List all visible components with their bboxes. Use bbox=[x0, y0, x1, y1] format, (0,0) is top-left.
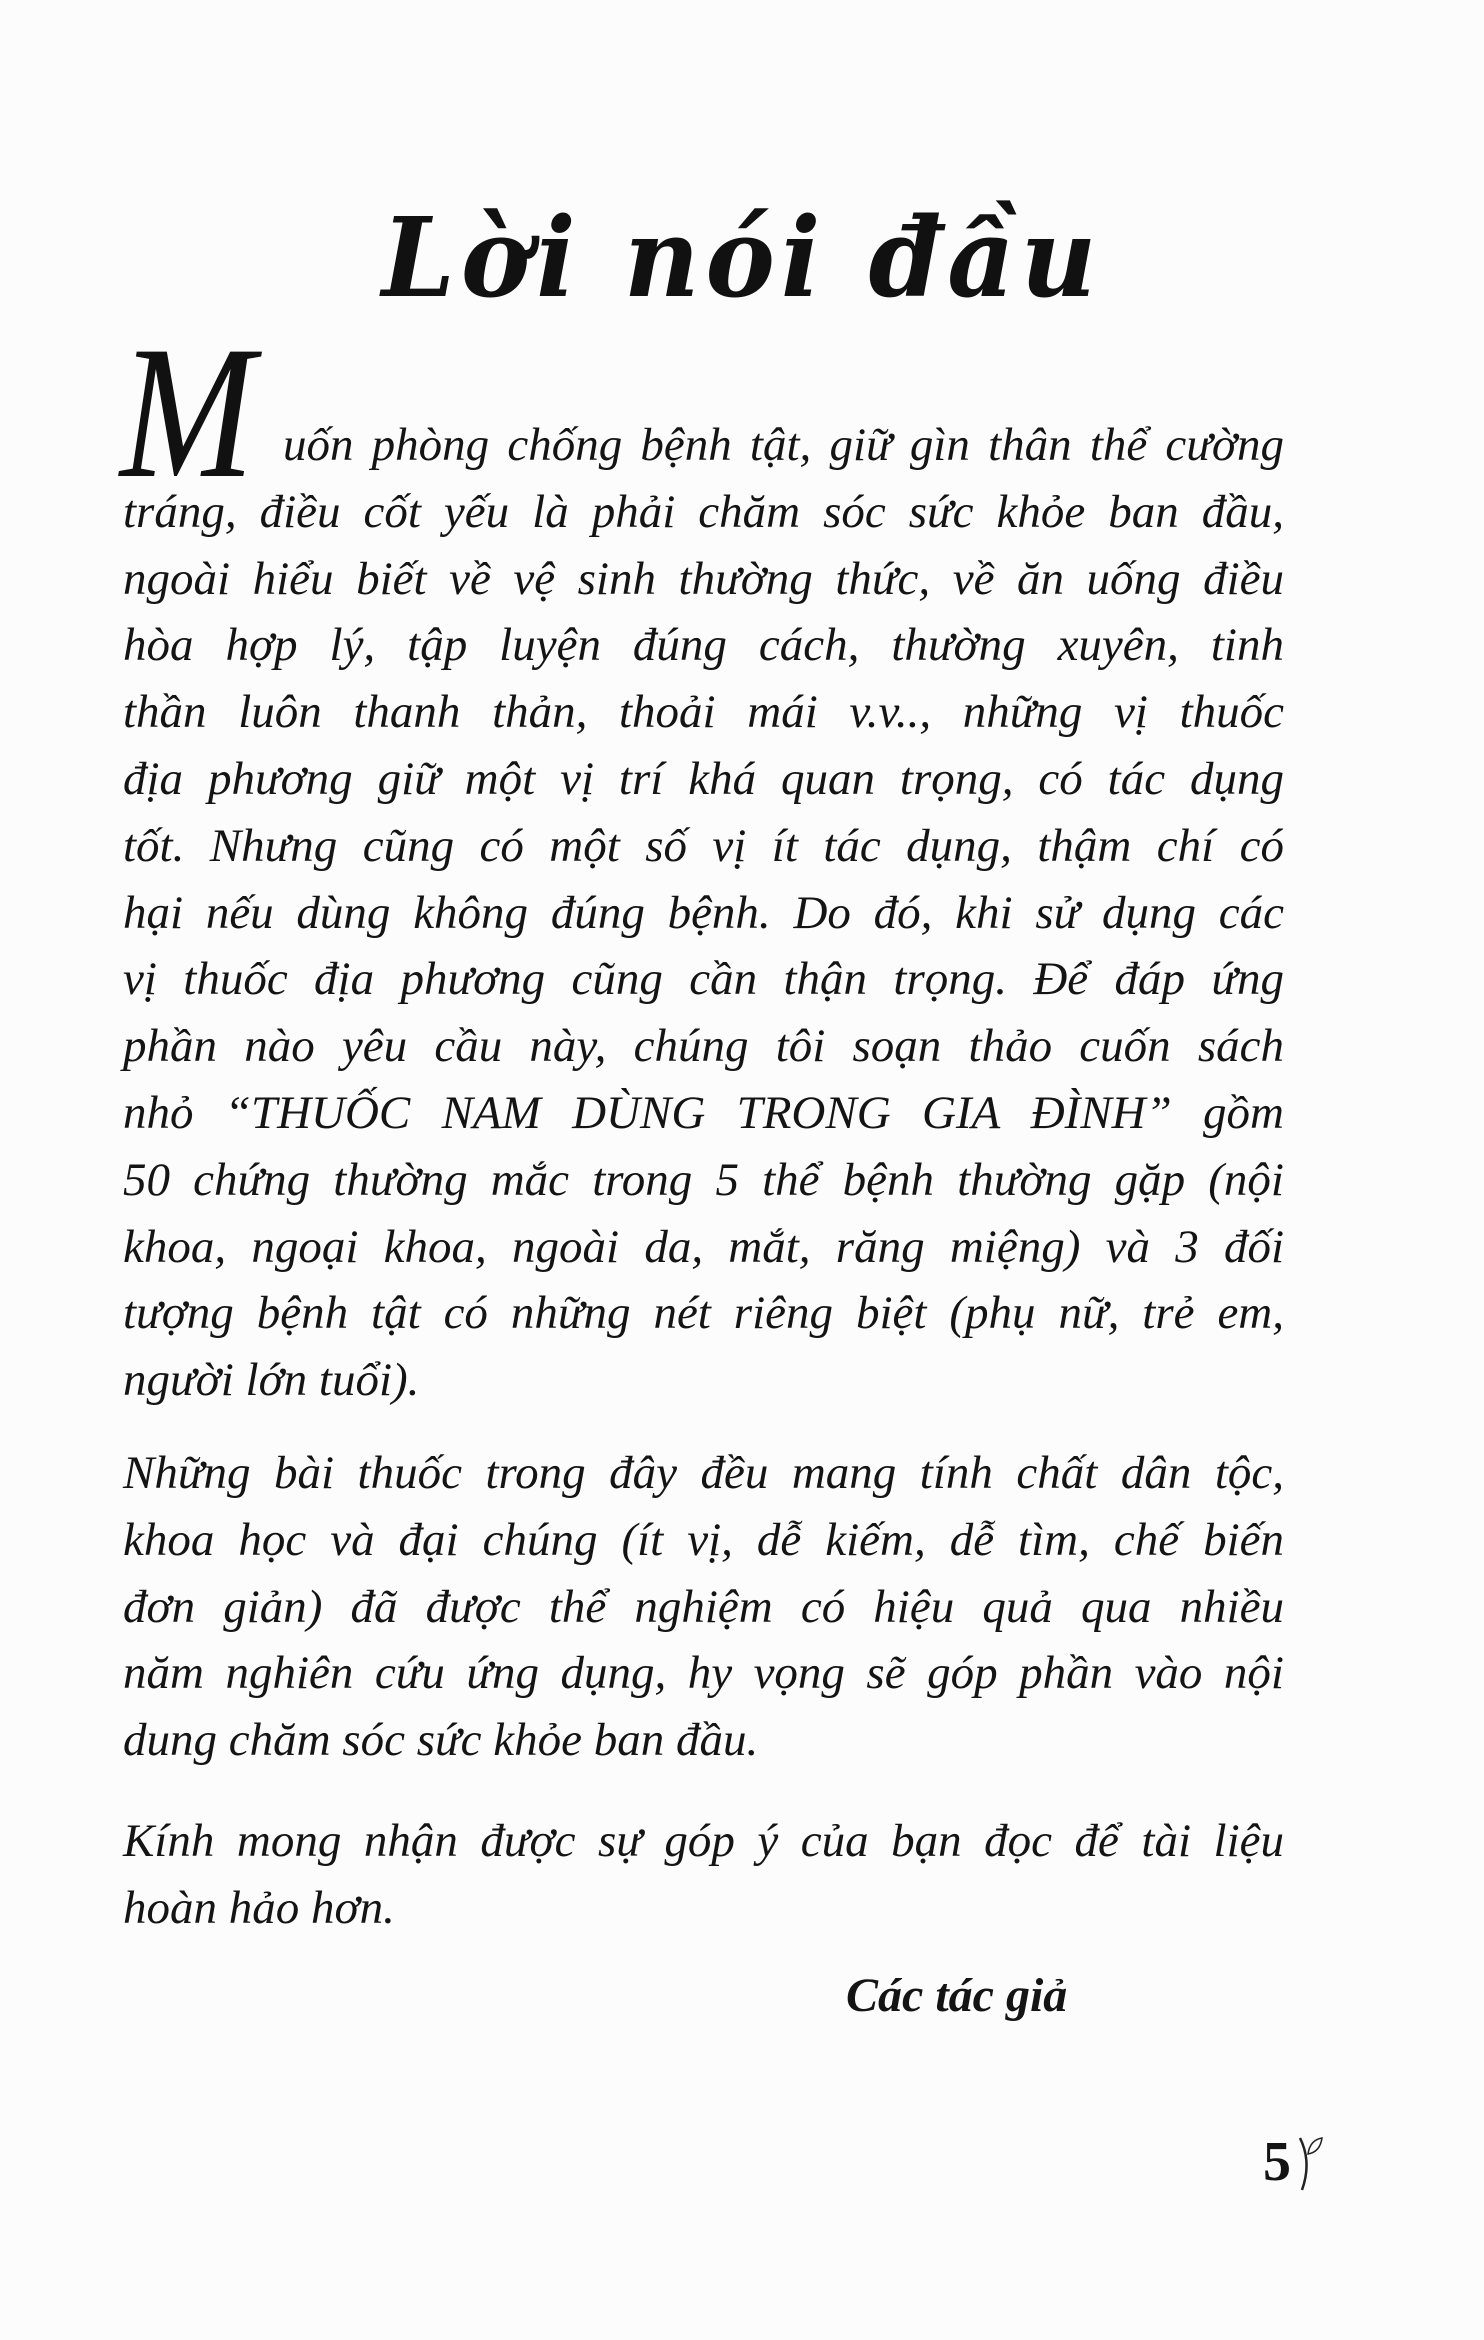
text-line: người lớn tuổi). bbox=[123, 1354, 420, 1407]
text-line: ngoài hiểu biết về vệ sinh thường thức, về ăn uống điều bbox=[123, 552, 1284, 605]
text-line: hoàn hảo hơn. bbox=[123, 1881, 395, 1934]
paragraph-2 bbox=[123, 1440, 1284, 1774]
text-line: nhỏ “THUỐC NAM DÙNG TRONG GIA ĐÌNH” gồm bbox=[123, 1086, 1284, 1139]
text-line: 50 chứng thường mắc trong 5 thể bệnh thường gặp (nội bbox=[123, 1153, 1284, 1206]
text-line: hại nếu dùng không đúng bệnh. Do đó, khi sử dụng các bbox=[123, 886, 1284, 939]
text-line: hòa hợp lý, tập luyện đúng cách, thường xuyên, tinh bbox=[123, 619, 1284, 672]
text-line: địa phương giữ một vị trí khá quan trọng, có tác dụng bbox=[123, 752, 1284, 805]
text-line: dung chăm sóc sức khỏe ban đầu. bbox=[123, 1714, 759, 1767]
text-line: Những bài thuốc trong đây đều mang tính chất dân tộc, bbox=[123, 1447, 1284, 1499]
text-line: phần nào yêu cầu này, chúng tôi soạn thảo cuốn sách bbox=[123, 1020, 1284, 1073]
paragraph-1 bbox=[123, 412, 1284, 1414]
text-line: khoa học và đại chúng (ít vị, dễ kiếm, dễ tìm, chế biến bbox=[123, 1513, 1284, 1566]
signature: Các tác giả bbox=[846, 1969, 1068, 2022]
text-line: uốn phòng chống bệnh tật, giữ gìn thân thể cường bbox=[283, 419, 1284, 471]
text-line: thần luôn thanh thản, thoải mái v.v.., những vị thuốc bbox=[123, 686, 1284, 739]
paragraph-3 bbox=[123, 1808, 1284, 1942]
text-line: tượng bệnh tật có những nét riêng biệt (phụ nữ, trẻ em, bbox=[123, 1287, 1284, 1340]
text-line: Kính mong nhận được sự góp ý của bạn đọc để tài liệu bbox=[123, 1815, 1284, 1867]
text-line: năm nghiên cứu ứng dụng, hy vọng sẽ góp phần vào nội bbox=[123, 1647, 1284, 1700]
text-line: vị thuốc địa phương cũng cần thận trọng. Để đáp ứng bbox=[123, 953, 1284, 1006]
text-line: tốt. Nhưng cũng có một số vị ít tác dụng, thậm chí có bbox=[123, 819, 1284, 872]
page-title: Lời nói đầu bbox=[381, 192, 1103, 323]
text-line: khoa, ngoại khoa, ngoài da, mắt, răng miệng) và 3 đối bbox=[123, 1220, 1284, 1273]
leaf-ornament-icon bbox=[1296, 2134, 1326, 2194]
drop-cap: M bbox=[120, 308, 255, 518]
text-line: tráng, điều cốt yếu là phải chăm sóc sức khỏe ban đầu, bbox=[123, 485, 1284, 538]
page-number: 5 bbox=[1263, 2131, 1291, 2193]
text-line: đơn giản) đã được thể nghiệm có hiệu quả qua nhiều bbox=[123, 1580, 1284, 1633]
